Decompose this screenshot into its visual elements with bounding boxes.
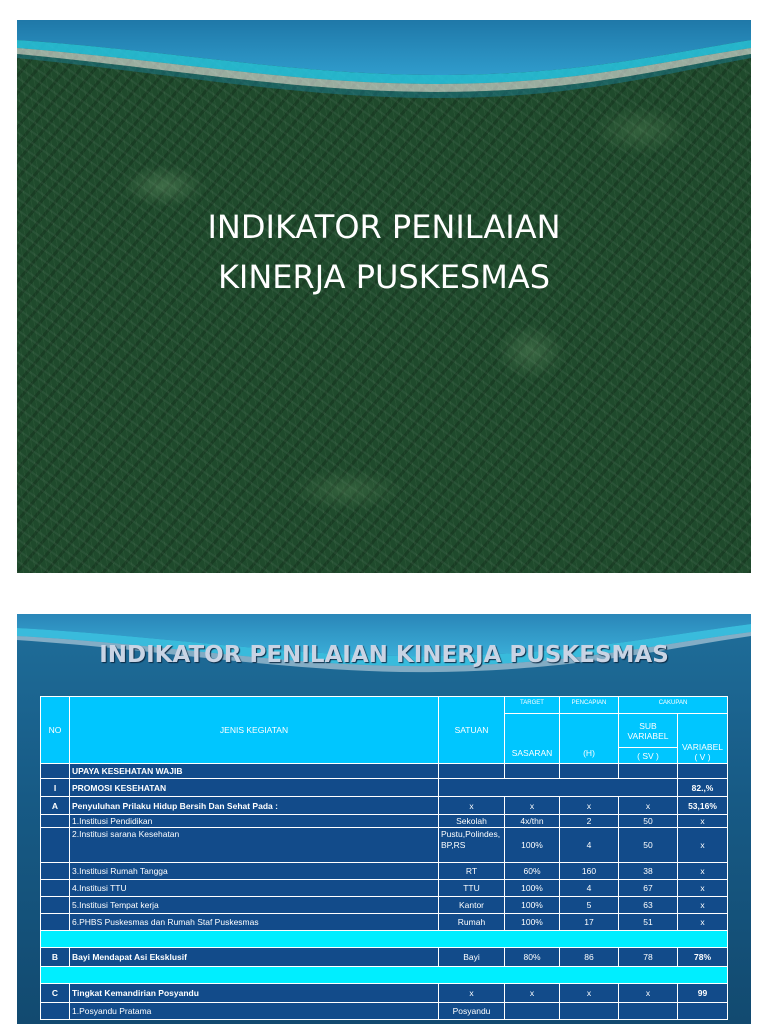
row-label: 5.Institusi Tempat kerja bbox=[70, 897, 439, 914]
cell bbox=[678, 764, 728, 779]
row-label: 4.Institusi TTU bbox=[70, 880, 439, 897]
row-v: x bbox=[678, 828, 728, 863]
row-no: A bbox=[41, 797, 70, 815]
cell bbox=[41, 1003, 70, 1020]
row-no: C bbox=[41, 984, 70, 1003]
row-target: 60% bbox=[505, 863, 560, 880]
cell bbox=[505, 764, 560, 779]
cell bbox=[41, 931, 728, 948]
row-v: 53,16% bbox=[678, 797, 728, 815]
table-slide-title: INDIKATOR PENILAIAN KINERJA PUSKESMAS bbox=[99, 642, 669, 668]
slide-title-line-2: KINERJA PUSKESMAS bbox=[217, 258, 551, 296]
cell bbox=[41, 897, 70, 914]
row-target: 80% bbox=[505, 948, 560, 967]
cell bbox=[678, 1003, 728, 1020]
row-satuan: Rumah bbox=[439, 914, 505, 931]
row-v: x bbox=[678, 815, 728, 828]
performance-table bbox=[40, 696, 728, 1020]
row-h: x bbox=[560, 984, 619, 1003]
row-no: I bbox=[41, 779, 70, 797]
row-satuan: Kantor bbox=[439, 897, 505, 914]
header-satuan: SATUAN bbox=[439, 697, 505, 764]
row-label: 2.Institusi sarana Kesehatan bbox=[70, 828, 439, 863]
row-sv: x bbox=[619, 797, 678, 815]
cell bbox=[505, 1003, 560, 1020]
cell bbox=[439, 779, 678, 797]
row-target: 100% bbox=[505, 897, 560, 914]
row-satuan: RT bbox=[439, 863, 505, 880]
table-spacer-row bbox=[41, 967, 728, 984]
table-row bbox=[41, 984, 728, 1003]
table-row bbox=[41, 880, 728, 897]
cell bbox=[41, 815, 70, 828]
table-row bbox=[41, 815, 728, 828]
row-satuan: Sekolah bbox=[439, 815, 505, 828]
row-h: x bbox=[560, 797, 619, 815]
row-h: 86 bbox=[560, 948, 619, 967]
row-sv: 50 bbox=[619, 828, 678, 863]
row-satuan: Bayi bbox=[439, 948, 505, 967]
cell bbox=[619, 764, 678, 779]
row-satuan: Pustu,Polindes,BP,RS bbox=[439, 828, 505, 863]
row-label: 1.Institusi Pendidikan bbox=[70, 815, 439, 828]
row-sv: 67 bbox=[619, 880, 678, 897]
header-variabel-code: ( V ) bbox=[694, 752, 711, 762]
row-h: 4 bbox=[560, 828, 619, 863]
table-spacer-row bbox=[41, 931, 728, 948]
header-no: NO bbox=[41, 697, 70, 764]
row-sv: 50 bbox=[619, 815, 678, 828]
row-no: B bbox=[41, 948, 70, 967]
row-target: x bbox=[505, 984, 560, 1003]
row-sv: 51 bbox=[619, 914, 678, 931]
row-v: x bbox=[678, 897, 728, 914]
row-satuan: Posyandu bbox=[439, 1003, 505, 1020]
row-satuan: x bbox=[439, 984, 505, 1003]
row-label: Tingkat Kemandirian Posyandu bbox=[70, 984, 439, 1003]
cell bbox=[41, 880, 70, 897]
row-v: x bbox=[678, 863, 728, 880]
header-h: (H) bbox=[560, 714, 619, 764]
header-sasaran: SASARAN bbox=[505, 714, 560, 764]
row-sv: x bbox=[619, 984, 678, 1003]
row-sv: 38 bbox=[619, 863, 678, 880]
row-v: 99 bbox=[678, 984, 728, 1003]
row-h: 2 bbox=[560, 815, 619, 828]
cell bbox=[41, 828, 70, 863]
header-sub-variabel: SUB VARIABEL bbox=[619, 714, 678, 748]
wave-header-graphic bbox=[17, 20, 751, 115]
row-sv: 78 bbox=[619, 948, 678, 967]
row-v: 78% bbox=[678, 948, 728, 967]
row-target: 100% bbox=[505, 914, 560, 931]
header-sv: ( SV ) bbox=[619, 748, 678, 764]
row-h: 5 bbox=[560, 897, 619, 914]
cell bbox=[41, 764, 70, 779]
cell bbox=[439, 764, 505, 779]
title-slide bbox=[17, 20, 751, 573]
cell bbox=[560, 1003, 619, 1020]
cell bbox=[41, 863, 70, 880]
table-slide bbox=[17, 614, 751, 1024]
row-target: x bbox=[505, 797, 560, 815]
table-row bbox=[41, 1003, 728, 1020]
header-jenis-kegiatan: JENIS KEGIATAN bbox=[70, 697, 439, 764]
table-row bbox=[41, 863, 728, 880]
table-row bbox=[41, 797, 728, 815]
slide-title-line-1: INDIKATOR PENILAIAN bbox=[207, 208, 561, 246]
table-row bbox=[41, 764, 728, 779]
cell bbox=[560, 764, 619, 779]
row-label: 1.Posyandu Pratama bbox=[70, 1003, 439, 1020]
header-variabel-label: VARIABEL bbox=[682, 742, 723, 752]
table-row bbox=[41, 914, 728, 931]
row-sv: 63 bbox=[619, 897, 678, 914]
header-cakupan: CAKUPAN bbox=[619, 697, 728, 714]
row-satuan: x bbox=[439, 797, 505, 815]
table-row bbox=[41, 897, 728, 914]
row-target: 100% bbox=[505, 828, 560, 863]
cell bbox=[619, 1003, 678, 1020]
row-satuan: TTU bbox=[439, 880, 505, 897]
header-target: TARGET bbox=[505, 697, 560, 714]
row-h: 4 bbox=[560, 880, 619, 897]
section-label: PROMOSI KESEHATAN bbox=[70, 779, 439, 797]
table-row bbox=[41, 948, 728, 967]
row-v: 82.,% bbox=[678, 779, 728, 797]
table-row bbox=[41, 779, 728, 797]
cell bbox=[41, 914, 70, 931]
row-v: x bbox=[678, 880, 728, 897]
row-target: 4x/thn bbox=[505, 815, 560, 828]
row-target: 100% bbox=[505, 880, 560, 897]
row-h: 17 bbox=[560, 914, 619, 931]
section-label: UPAYA KESEHATAN WAJIB bbox=[70, 764, 439, 779]
row-label: 3.Institusi Rumah Tangga bbox=[70, 863, 439, 880]
row-label: Bayi Mendapat Asi Eksklusif bbox=[70, 948, 439, 967]
cell bbox=[41, 967, 728, 984]
table-row bbox=[41, 828, 728, 863]
header-pencapian: PENCAPIAN bbox=[560, 697, 619, 714]
slide-title bbox=[17, 202, 751, 302]
row-label: 6.PHBS Puskesmas dan Rumah Staf Puskesmas bbox=[70, 914, 439, 931]
row-v: x bbox=[678, 914, 728, 931]
row-label: Penyuluhan Prilaku Hidup Bersih Dan Sehat Pada : bbox=[70, 797, 439, 815]
header-variabel bbox=[678, 714, 728, 764]
row-h: 160 bbox=[560, 863, 619, 880]
